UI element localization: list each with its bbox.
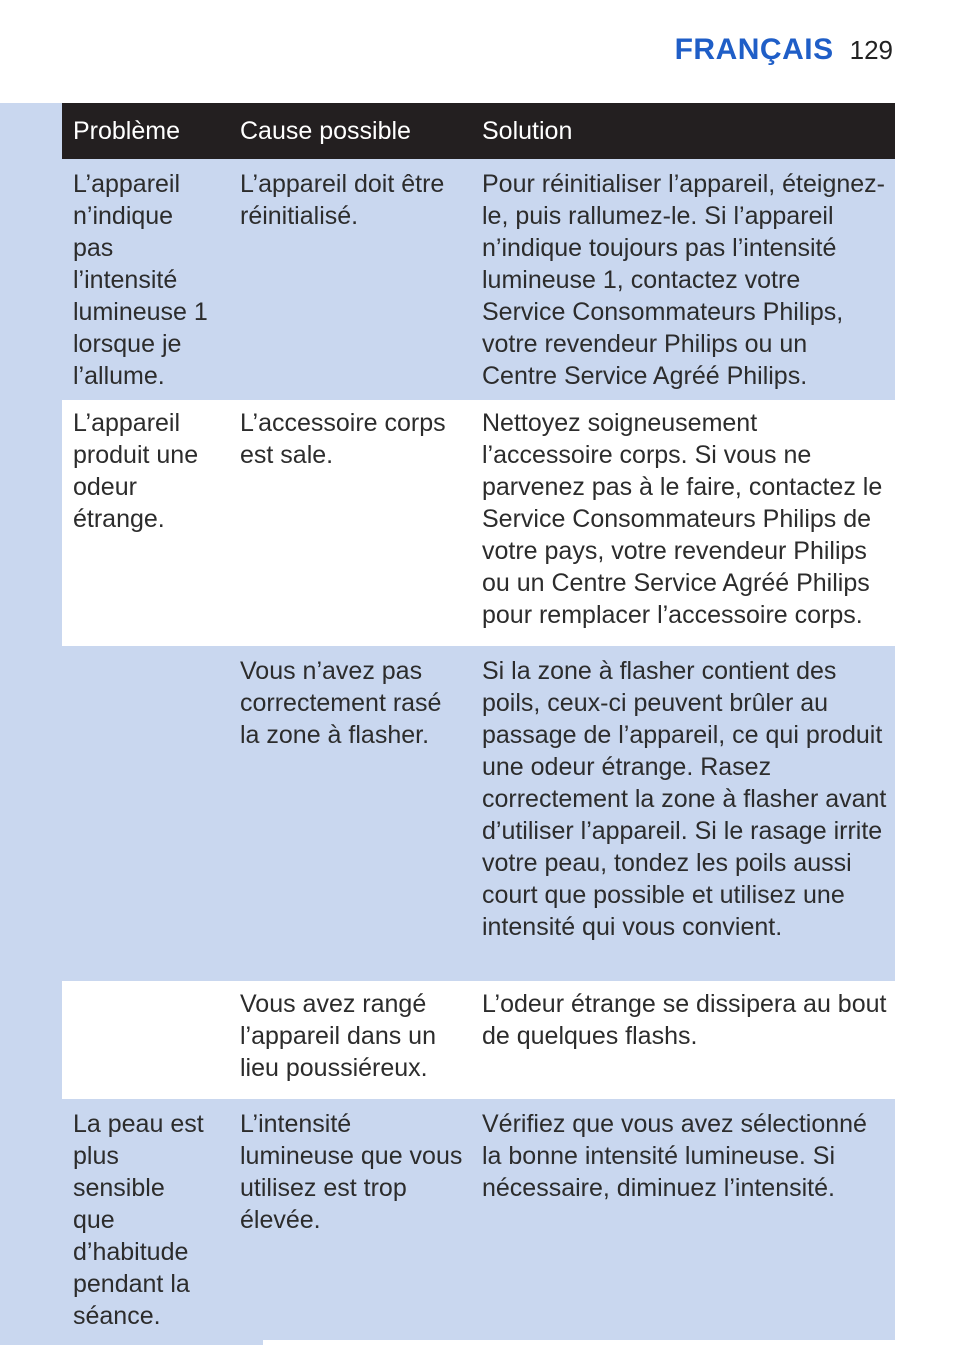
cause-cell: L’intensité lumineuse que vous utilisez est trop élevée. — [240, 1110, 463, 1234]
column-header-problem: Problème — [73, 116, 180, 145]
problem-cell — [62, 981, 229, 1099]
troubleshooting-table — [62, 103, 895, 1340]
cause-cell: Vous n’avez pas correctement rasé la zone à flasher. — [240, 657, 442, 749]
problem-cell: L’appareil n’indique pas l’intensité lumineuse 1 lorsque je l’allume. — [73, 170, 208, 390]
problem-cell — [62, 646, 229, 981]
side-color-strip — [0, 103, 62, 1345]
language-title: FRANÇAIS — [674, 33, 834, 66]
table-header-row — [62, 103, 895, 159]
table-row — [62, 400, 895, 646]
cause-cell: L’accessoire corps est sale. — [240, 409, 446, 469]
table-row — [62, 981, 895, 1099]
solution-cell: Nettoyez soigneusement l’accessoire corps. Si vous ne parvenez pas à le faire, contactez le Service Consommateurs Philips de votre pays, votre revendeur Philips ou un Centre Service Agréé Philips pour remplacer l’accessoire corps. — [482, 409, 883, 629]
page-header — [675, 33, 893, 73]
page-number: 129 — [849, 35, 893, 65]
solution-cell: Pour réinitialiser l’appareil, éteignez-le, puis rallumez-le. Si l’appareil n’indique toujours pas l’intensité lumineuse 1, contactez votre Service Consommateurs Philips, votre revendeur Philips ou un Centre Service Agréé Philips. — [482, 170, 885, 390]
table-row — [62, 159, 895, 400]
solution-cell: Vérifiez que vous avez sélectionné la bonne intensité lumineuse. Si nécessaire, diminuez l’intensité. — [482, 1110, 867, 1202]
table-row — [62, 646, 895, 981]
problem-cell: La peau est plus sensible que d’habitude pendant la séance. — [73, 1110, 204, 1330]
solution-cell: L’odeur étrange se dissipera au bout de quelques flashs. — [482, 990, 887, 1050]
column-header-cause: Cause possible — [240, 116, 411, 145]
cause-cell: L’appareil doit être réinitialisé. — [240, 170, 445, 230]
cause-cell: Vous avez rangé l’appareil dans un lieu poussiéreux. — [240, 990, 436, 1082]
column-header-solution: Solution — [482, 116, 573, 145]
table-row — [62, 1099, 895, 1340]
problem-cell: L’appareil produit une odeur étrange. — [73, 409, 199, 533]
solution-cell: Si la zone à flasher contient des poils, ceux-ci peuvent brûler au passage de l’appareil, ce qui produit une odeur étrange. Rasez correctement la zone à flasher avant d’utiliser l’appareil. Si le rasage irrite votre peau, tondez les poils aussi court que possible et utilisez une intensité qui vous convient. — [482, 657, 887, 941]
